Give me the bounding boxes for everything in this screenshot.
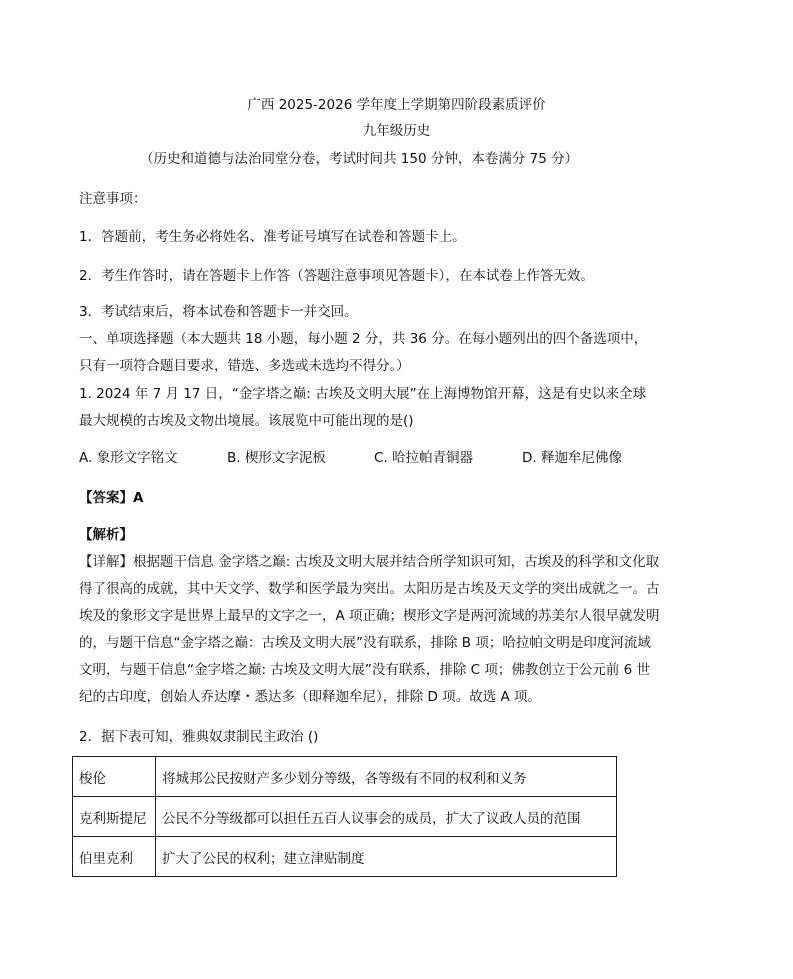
q1-detail-line: 【详解】根据题干信息 金字塔之巅: 古埃及文明大展并结合所学知识可知，古埃及的科学和文化取 (79, 554, 660, 570)
exam-subject: 九年级历史 (362, 123, 431, 139)
table-cell-reform: 将城邦公民按财产多少划分等级，各等级有不同的权利和义务 (156, 757, 617, 797)
table-row (73, 757, 617, 797)
q1-answer: 【答案】A (79, 490, 144, 506)
section-instruction-line1: 一、单项选择题（本大题共 18 小题，每小题 2 分，共 36 分。在每小题列出的四个备选项中， (79, 331, 648, 347)
section-instruction-line2: 只有一项符合题目要求，错选、多选或未选均不得分。） (79, 358, 410, 374)
q1-option-b: B. 楔形文字泥板 (227, 450, 326, 466)
q1-detail-line: 的，与题干信息“金字塔之巅：古埃及文明大展”没有联系，排除 B 项；哈拉帕文明是印度河流域 (79, 635, 651, 651)
table-row (73, 837, 617, 877)
exam-note: （历史和道德与法治同堂分卷，考试时间共 150 分钟，本卷满分 75 分） (140, 151, 579, 167)
q2-table (72, 756, 617, 877)
table-cell-person: 伯里克利 (73, 837, 156, 877)
notice-item-2: 2．考生作答时，请在答题卡上作答（答题注意事项见答题卡），在本试卷上作答无效。 (79, 268, 594, 284)
table-cell-reform: 公民不分等级都可以担任五百人议事会的成员，扩大了议政人员的范围 (156, 797, 617, 837)
q1-stem-line2: 最大规模的古埃及文物出境展。该展览中可能出现的是() (79, 413, 414, 429)
notice-heading: 注意事项： (79, 191, 147, 207)
q1-option-c: C. 哈拉帕青铜器 (374, 450, 474, 466)
q1-option-a: A. 象形文字铭文 (79, 450, 178, 466)
table-cell-reform: 扩大了公民的权利；建立津贴制度 (156, 837, 617, 877)
table-row (73, 797, 617, 837)
q1-analysis-label: 【解析】 (79, 527, 133, 543)
q1-detail-line: 得了很高的成就，其中天文学、数学和医学最为突出。太阳历是古埃及天文学的突出成就之一。古 (79, 581, 660, 597)
notice-item-1: 1．答题前，考生务必将姓名、准考证号填写在试卷和答题卡上。 (79, 229, 466, 245)
notice-item-3: 3．考试结束后，将本试卷和答题卡一并交回。 (79, 304, 358, 320)
q1-stem-line1: 1. 2024 年 7 月 17 日，“金字塔之巅: 古埃及文明大展”在上海博物馆开幕，这是有史以来全球 (79, 386, 647, 402)
exam-title: 广西 2025-2026 学年度上学期第四阶段素质评价 (247, 97, 546, 113)
q1-detail-line: 文明，与题干信息“金字塔之巅: 古埃及文明大展”没有联系，排除 C 项；佛教创立于公元前 6 世 (79, 662, 651, 678)
table-cell-person: 克利斯提尼 (73, 797, 156, 837)
q1-detail-line: 埃及的象形文字是世界上最早的文字之一，A 项正确；楔形文字是两河流域的苏美尔人很早就发明 (79, 608, 660, 624)
table-cell-person: 梭伦 (73, 757, 156, 797)
q1-detail-line: 纪的古印度，创始人乔达摩・悉达多（即释迦牟尼），排除 D 项。故选 A 项。 (79, 689, 542, 705)
q2-stem: 2．据下表可知，雅典奴隶制民主政治 () (79, 729, 319, 745)
q1-option-d: D. 释迦牟尼佛像 (522, 450, 622, 466)
